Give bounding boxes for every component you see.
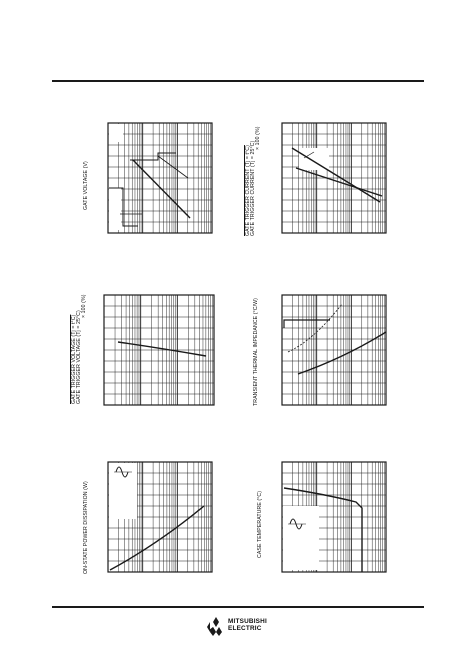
- plot-gate-trigger-voltage: [70, 290, 218, 408]
- multiplier-gate-trigger-voltage: × 100 (%): [81, 294, 87, 318]
- axis-label-gate-trigger-voltage: GATE TRIGGER VOLTAGE (Tj = t°C) GATE TRIGGER VOLTAGE (Tj = 25°C): [71, 310, 83, 404]
- mitsubishi-logo: [206, 616, 276, 638]
- chart-on-state-power-dissipation: [78, 458, 218, 574]
- plot-transient-thermal-impedance: [244, 290, 392, 408]
- plot-gate-voltage: [78, 118, 218, 236]
- plot-on-state-power-dissipation: [78, 458, 218, 574]
- grid-gate-voltage: [108, 123, 212, 233]
- axis-label-gate-voltage: GATE VOLTAGE (V): [83, 161, 89, 210]
- chart-gate-trigger-current: [244, 118, 392, 238]
- axis-label-case-temperature: CASE TEMPERATURE (°C): [257, 490, 263, 558]
- chart-gate-voltage: [78, 118, 218, 236]
- chart-case-temperature: [244, 458, 392, 574]
- axis-label-on-state-power-dissipation: ON-STATE POWER DISSIPATION (W): [83, 481, 89, 574]
- header-rule: [52, 80, 424, 82]
- chart-gate-trigger-voltage: [70, 290, 218, 408]
- plot-gate-trigger-current: [244, 118, 392, 238]
- axis-label-gate-trigger-current: GATE TRIGGER CURRENT (Tj = t°C) GATE TRIGGER CURRENT (Tj = 25°C): [245, 140, 257, 236]
- multiplier-gate-trigger-current: × 100 (%): [255, 126, 261, 150]
- chart-transient-thermal-impedance: [244, 290, 392, 408]
- three-diamonds-icon: [206, 616, 226, 636]
- footer-rule: [52, 606, 424, 608]
- axis-label-transient-thermal-impedance: TRANSIENT THERMAL IMPEDANCE (°C/W): [253, 298, 259, 406]
- plot-case-temperature: [244, 458, 392, 574]
- logo-text: MITSUBISHI ELECTRIC: [228, 618, 267, 632]
